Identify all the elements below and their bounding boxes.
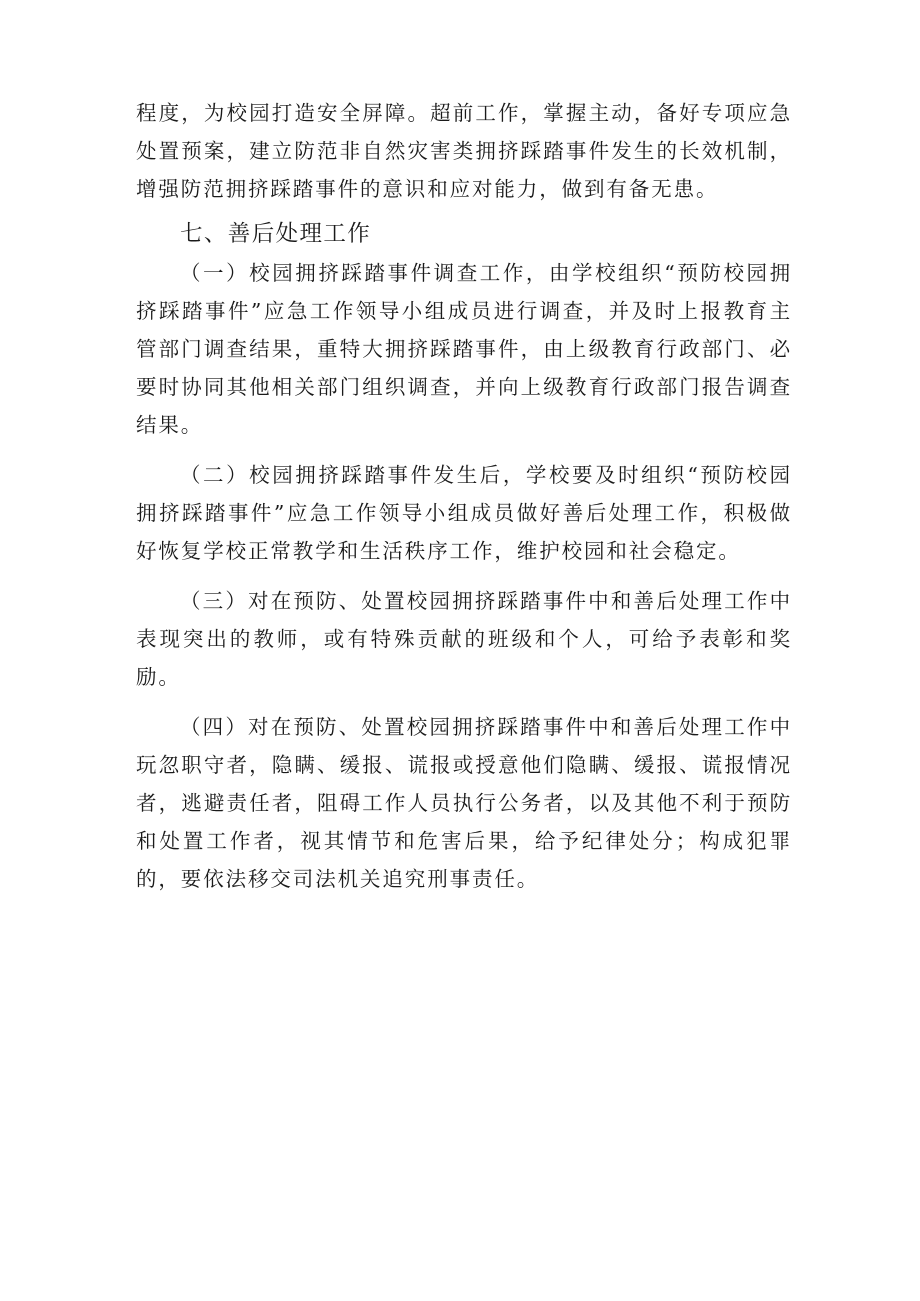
document-body (136, 94, 792, 898)
paragraph-4: （四）对在预防、处置校园拥挤踩踏事件中和善后处理工作中玩忽职守者，隐瞒、缓报、谎报或授意他们隐瞒、缓报、谎报情况者，逃避责任者，阻碍工作人员执行公务者，以及其他不利于预防和处置工作者，视其情节和危害后果，给予纪律处分；构成犯罪的，要依法移交司法机关追究刑事责任。 (136, 715, 792, 891)
paragraph-1: （一）校园拥挤踩踏事件调查工作，由学校组织“预防校园拥挤踩踏事件”应急工作领导小组成员进行调查，并及时上报教育主管部门调查结果，重特大拥挤踩踏事件，由上级教育行政部门、必要时协同其他相关部门组织调查，并向上级教育行政部门报告调查结果。 (136, 261, 792, 437)
intro-paragraph: 程度，为校园打造安全屏障。超前工作，掌握主动，备好专项应急处置预案，建立防范非自然灾害类拥挤踩踏事件发生的长效机制，增强防范拥挤踩踏事件的意识和应对能力，做到有备无患。 (136, 101, 792, 201)
paragraph-3: （三）对在预防、处置校园拥挤踩踏事件中和善后处理工作中表现突出的教师，或有特殊贡献的班级和个人，可给予表彰和奖励。 (136, 589, 792, 689)
paragraph-2: （二）校园拥挤踩踏事件发生后，学校要及时组织“预防校园拥挤踩踏事件”应急工作领导小组成员做好善后处理工作，积极做好恢复学校正常教学和生活秩序工作，维护校园和社会稳定。 (136, 463, 792, 563)
section-heading: 七、善后处理工作 (180, 221, 372, 247)
